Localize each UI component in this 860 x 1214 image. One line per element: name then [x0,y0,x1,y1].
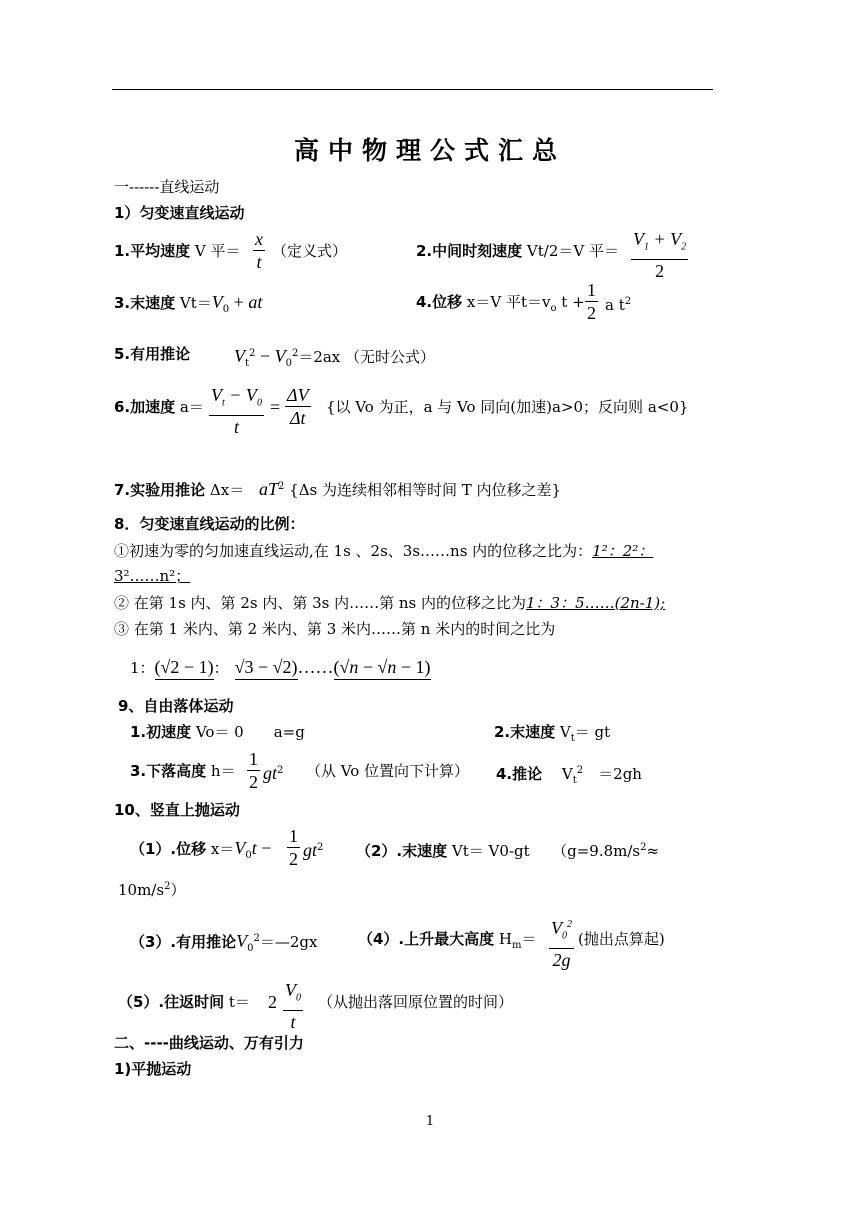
formula-note: {Δs 为连续相邻相等时间 T 内位移之差} [289,481,562,499]
vertical-throw-heading: 10、竖直上抛运动 [114,801,240,819]
fraction-delta-v-over-delta-t: $\frac{\Delta V}{\Delta t}$ [287,385,309,428]
formula-average-velocity [114,241,241,261]
formula-note: {以 Vo 为正，a 与 Vo 同向(加速)a>0；反向则 a<0} [326,398,689,416]
formula-displacement: 4.位移 x＝V 平$t=v_o$ t + [416,293,585,314]
formula-label: 6.加速度 [114,398,176,416]
formula-label: 7.实验用推论 [114,481,206,499]
formula-label: 3.末速度 [114,294,176,312]
free-fall-height: 3.下落高度 h＝ [130,762,236,780]
ratio-line-4: ③ 在第 1 米内、第 2 米内、第 3 米内……第 n 米内的时间之比为 [114,620,556,638]
section-2-heading: 二、----曲线运动、万有引力 [114,1034,304,1052]
ratio-line-2: 3²……n²； [114,567,191,585]
fraction-v0-over-t: $\frac{V_0}{t}$ [285,980,301,1032]
vertical-throw-round-trip: （5）.往返时间 t＝ [118,993,250,1011]
header-rule [112,89,713,90]
fraction-half: $\frac{1}{2}$ [289,826,298,869]
vertical-throw-inference: （3）.有用推论$V_0^2=—2gx$ [130,931,318,954]
formula-acceleration: 6.加速度 a＝ [114,398,204,416]
free-fall-inference: 4.推论 $V_t^2$ ＝2gh [496,765,642,786]
section-1-heading: 一------直线运动 [114,178,220,196]
formula-midtime-velocity [416,241,619,261]
formula-label: 2.中间时刻速度 [416,242,523,260]
formula-lhs: Vt/2＝V 平＝ [526,242,619,260]
vertical-throw-g-approx: $10m/s^2$） [118,881,186,899]
formula-label: 4.位移 [416,293,463,311]
free-fall-initial-velocity: 1.初速度 Vo＝ 0 a=g [130,723,305,741]
formula-note: （从抛出落回原位置的时间） [318,993,514,1011]
ratio-heading: 8．匀变速直线运动的比例： [114,515,305,533]
fraction-x-over-t: $\frac{x}{t}$ [255,229,263,272]
document-page: 高中物理公式汇总 一------直线运动 1）匀变速直线运动 1.平均速度 V 平＝ $\frac{x}{t}$ （定义式） 2.中间时刻速度 Vt/2＝V 平＝ $\frac{V_1 + V_2}{2}$ 3.末速度 $Vt=V_0$ + at 4.位移 x＝V 平$t=v_o$ t + $\frac{1}{2}$ a $t^2$ 5.有用推论 $V_t^2 - V_0^2=2ax$ （无时公式） 6.加速度 a＝ $\frac{V_t - V_0}{t}$ = $\frac{\Delta V}{\Delta t}$ {以 Vo 为正，a 与 Vo 同向(加速)a>0；反向则 a<0} 7.实验用推论 $\Delta x= aT^2$ {Δs 为连续相邻相等时间 T 内位移之差} 8．匀变速直线运动的比例： ①初速为零的匀加速直线运动,在 1s 、2s、3s……ns 内的位移之比为：1²：2²： 3²……n²； ② 在第 1s 内、第 2s 内、第 3s 内……第 ns 内的位移之比为1：3：5……(2n-1); ③ 在第 1 米内、第 2 米内、第 3 米内……第 n 米内的时间之比为 1：(√2 − 1)： √3 − √2)……(√n − √n − 1) 9、自由落体运动 1.初速度 Vo＝ 0 a=g 2.末速度 $V_t=$ gt 3.下落高度 h＝ $\frac{1}{2}$ $gt^2$ （从 Vo 位置向下计算） 4.推论 $V_t^2$ ＝2gh 10、竖直上抛运动 （1）.位移 $x=V_0t$ − $\frac{1}{2}$ $gt^2$ （2）.末速度 Vt＝ V0-gt （$g=9.8m/s^2\approx$ $10m/s^2$） （3）.有用推论$V_0^2=—2gx$ （4）.上升最大高度 $H_m=$ $\frac{V_0^2}{2g}$ (抛出点算起) （5）.往返时间 t＝ 2 $\frac{V_0}{t}$ （从抛出落回原位置的时间） 二、----曲线运动、万有引力 1)平抛运动 1 [0,0,860,1214]
formula-note: (抛出点算起) [578,930,665,948]
fraction-half-gt2: $\frac{1}{2}$ [249,749,258,792]
ratio-line-1: ①初速为零的匀加速直线运动,在 1s 、2s、3s……ns 内的位移之比为：1²：2²： [114,542,654,560]
free-fall-final-velocity: 2.末速度 $V_t=$ gt [494,723,611,744]
fraction-vt-minus-v0: $\frac{V_t - V_0}{t}$ [211,385,262,437]
fraction-v0sq-over-2g: $\frac{V_0^2}{2g}$ [546,914,577,971]
formula-note: （定义式） [272,242,348,260]
page-title: 高中物理公式汇总 [293,136,566,165]
formula-lhs: V 平＝ [194,242,241,260]
formula-lhs: Δx＝ [209,481,245,499]
ratio-sqrt-series: 1：(√2 − 1)： √3 − √2)……(√n − √n − 1) [130,657,431,680]
subsection-projectile: 1)平抛运动 [114,1060,192,1078]
formula-note: （从 Vo 位置向下计算） [306,762,470,780]
fraction-one-half: $\frac{1}{2}$ [587,280,596,323]
ratio-line-3: ② 在第 1s 内、第 2s 内、第 3s 内……第 ns 内的位移之比为1：3：5……(2n-1); [114,594,666,612]
free-fall-heading: 9、自由落体运动 [118,697,234,715]
formula-lhs: x＝V 平t＝v [466,293,551,311]
fraction-v1-plus-v2: $\frac{V_1 + V_2}{2}$ [633,229,687,281]
subsection-uniform-acceleration: 1）匀变速直线运动 [114,204,245,222]
formula-label: 5.有用推论 [114,345,191,363]
formula-final-velocity: 3.末速度 $Vt=V_0$ + at [114,292,263,315]
vertical-throw-displacement: （1）.位移 $x=V_0t$ − [130,838,272,861]
formula-useful-inference [114,344,190,364]
formula-experimental-inference: 7.实验用推论 $\Delta x= aT^2$ {Δs 为连续相邻相等时间 T 内位移之差} [114,479,562,499]
vertical-throw-max-height: （4）.上升最大高度 $H_m=$ [358,930,537,951]
vertical-throw-final-velocity: （2）.末速度 Vt＝ V0-gt （$g=9.8m/s^2\approx$ [356,842,660,860]
page-number: 1 [425,1114,435,1129]
formula-label: 1.平均速度 [114,242,191,260]
formula-lhs: Vt＝ [179,294,212,312]
formula-rhs: ＝2ax （无时公式） [298,348,436,366]
